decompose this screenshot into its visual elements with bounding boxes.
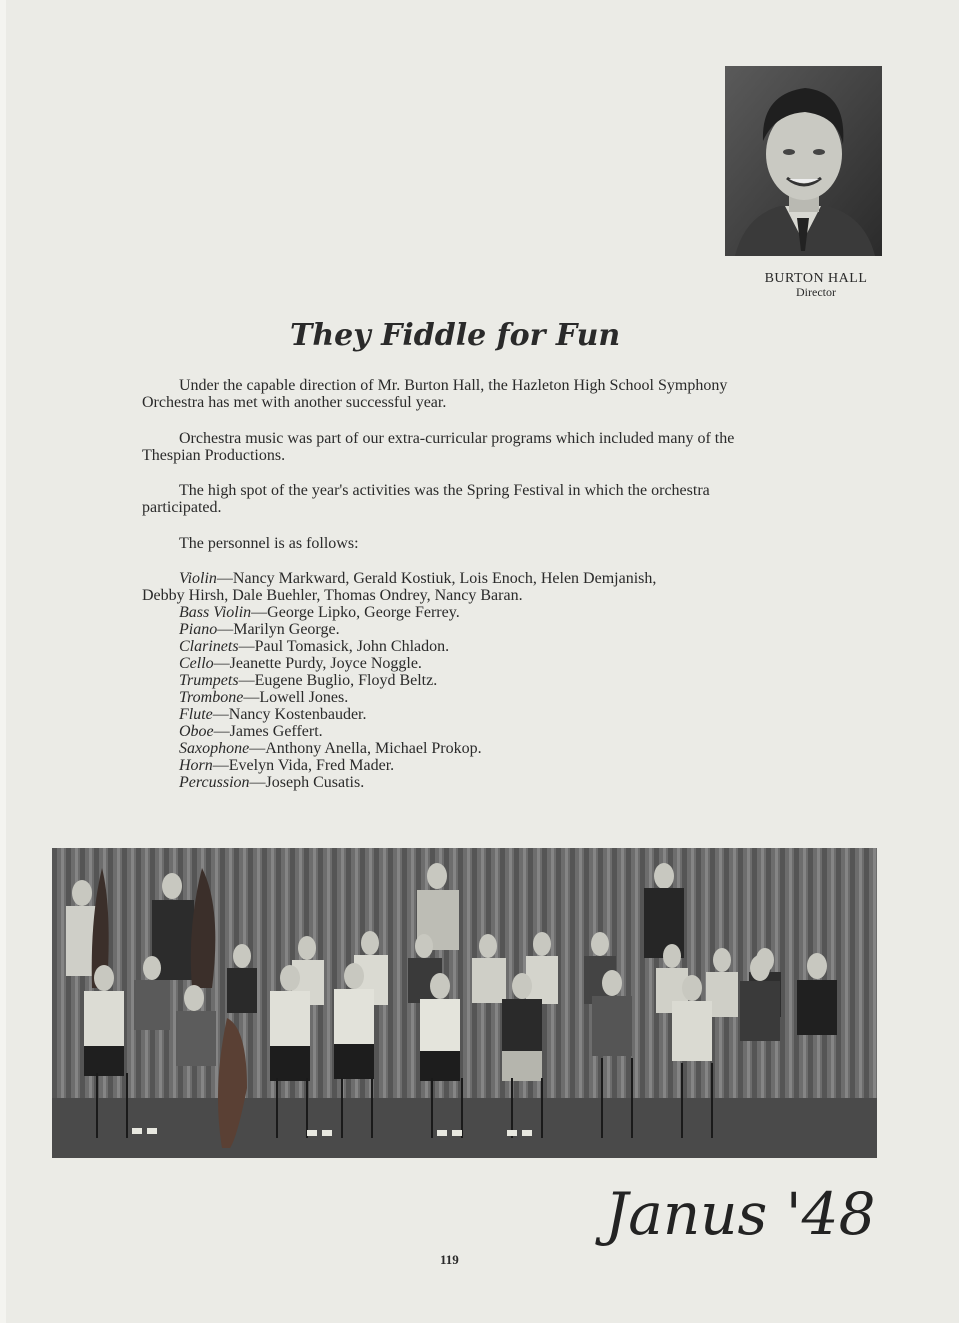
group-photo-drawing	[52, 848, 877, 1158]
personnel-row: Cello—Jeanette Purdy, Joyce Noggle.	[179, 655, 422, 672]
instrument-label: Violin	[179, 570, 217, 587]
member-names: Lowell Jones.	[259, 689, 349, 706]
member-names: George Lipko, George Ferrey.	[267, 604, 460, 621]
member-names: Debby Hirsh, Dale Buehler, Thomas Ondrey, Nancy Baran.	[142, 587, 523, 604]
page-number: 119	[440, 1252, 459, 1267]
paragraph-programs: Orchestra music was part of our extra-curricular programs which included many of the Thespian Productions.	[142, 430, 735, 464]
member-names: Evelyn Vida, Fred Mader.	[228, 757, 395, 774]
personnel-row: Saxophone—Anthony Anella, Michael Prokop.	[179, 740, 482, 757]
personnel-row: Trumpets—Eugene Buglio, Floyd Beltz.	[179, 672, 438, 689]
personnel-row: Trombone—Lowell Jones.	[179, 689, 349, 706]
page-title: They Fiddle for Fun	[290, 318, 621, 353]
member-names: Marilyn George.	[233, 621, 340, 638]
director-caption	[730, 272, 902, 298]
instrument-label: Piano	[179, 621, 218, 638]
member-names: Jeanette Purdy, Joyce Noggle.	[229, 655, 422, 672]
instrument-label: Percussion	[179, 774, 250, 791]
paragraph-personnel-intro: The personnel is as follows:	[179, 535, 359, 552]
personnel-row: Piano—Marilyn George.	[179, 621, 340, 638]
personnel-row: Horn—Evelyn Vida, Fred Mader.	[179, 757, 395, 774]
personnel-row: Bass Violin—George Lipko, George Ferrey.	[179, 604, 460, 621]
member-names: Nancy Markward, Gerald Kostiuk, Lois Enoch, Helen Demjanish,	[232, 570, 657, 587]
director-role: Director	[796, 285, 836, 299]
member-names: James Geffert.	[229, 723, 323, 740]
member-names: Anthony Anella, Michael Prokop.	[265, 740, 482, 757]
personnel-list	[142, 570, 782, 791]
instrument-label: Flute	[179, 706, 213, 723]
personnel-row: Flute—Nancy Kostenbauder.	[179, 706, 367, 723]
instrument-label: Clarinets	[179, 638, 239, 655]
member-names: Joseph Cusatis.	[265, 774, 365, 791]
instrument-label: Horn	[179, 757, 213, 774]
paragraph-intro: Under the capable direction of Mr. Burton Hall, the Hazleton High School Symphony Orchestra has met with another successful year.	[142, 377, 728, 411]
paragraph-festival: The high spot of the year's activities was the Spring Festival in which the orchestra participated.	[142, 482, 710, 516]
director-portrait	[725, 66, 882, 256]
personnel-row: Clarinets—Paul Tomasick, John Chladon.	[179, 638, 450, 655]
personnel-row: Oboe—James Geffert.	[179, 723, 323, 740]
member-names: Eugene Buglio, Floyd Beltz.	[254, 672, 438, 689]
instrument-label: Trombone	[179, 689, 244, 706]
portrait-drawing	[725, 66, 882, 256]
instrument-label: Cello	[179, 655, 214, 672]
director-name: BURTON HALL	[764, 271, 868, 286]
page-edge	[0, 0, 6, 1323]
instrument-label: Oboe	[179, 723, 214, 740]
instrument-label: Bass Violin	[179, 604, 252, 621]
instrument-label: Trumpets	[179, 672, 239, 689]
member-names: Nancy Kostenbauder.	[228, 706, 367, 723]
yearbook-signature: Janus '48	[605, 1180, 876, 1248]
member-names: Paul Tomasick, John Chladon.	[254, 638, 450, 655]
orchestra-group-photo	[52, 848, 877, 1158]
personnel-row	[142, 587, 782, 604]
personnel-row: Violin—Nancy Markward, Gerald Kostiuk, Lois Enoch, Helen Demjanish,	[179, 570, 657, 587]
instrument-label: Saxophone	[179, 740, 250, 757]
personnel-row: Percussion—Joseph Cusatis.	[179, 774, 365, 791]
